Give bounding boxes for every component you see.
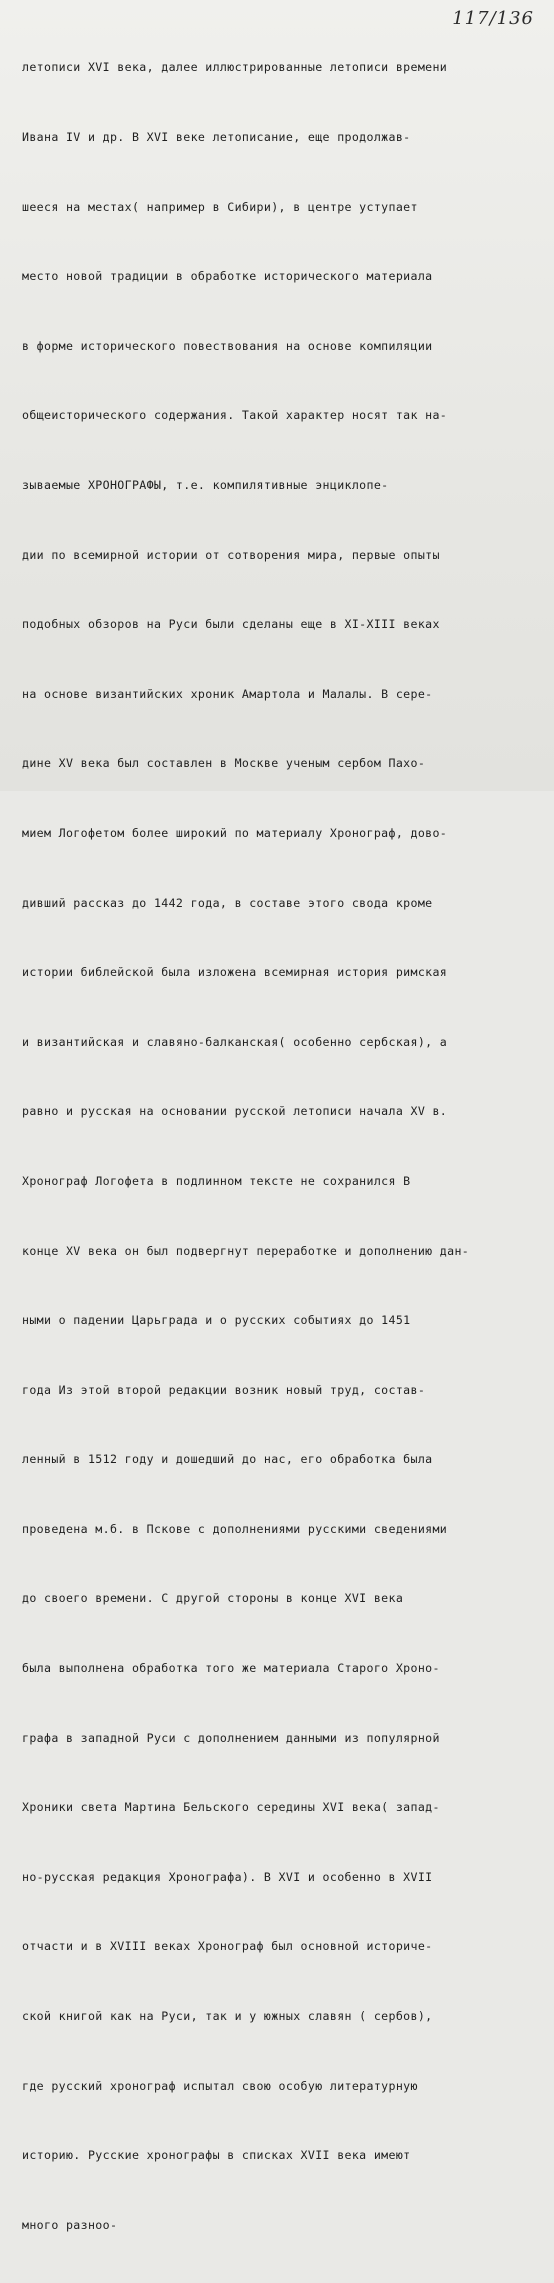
text-line-31: историю. Русские хронографы в списках XVII века имеют xyxy=(22,2148,411,2163)
text-line-19: ными о падении Царьграда и о русских событиях до 1451 xyxy=(22,1313,411,1328)
text-line-15: и византийская и славяно-балканская( особенно сербская), а xyxy=(22,1034,448,1049)
text-line-30: где русский хронограф испытал свою особую литературную xyxy=(22,2078,418,2093)
text-line-5: в форме исторического повествования на основе компиляции xyxy=(22,338,433,353)
text-line-12: мием Логофетом более широкий по материалу Хронограф, дово- xyxy=(22,825,448,840)
text-line-9: подобных обзоров на Руси были сделаны еще в XI-XIII веках xyxy=(22,617,440,632)
text-line-20: года Из этой второй редакции возник новый труд, состав- xyxy=(22,1382,426,1397)
text-line-8: дии по всемирной истории от сотворения мира, первые опыты xyxy=(22,547,440,562)
text-line-27: но-русская редакция Хронографа). В XVI и особенно в XVII xyxy=(22,1869,433,1884)
text-line-7: зываемые ХРОНОГРАФЫ, т.е. компилятивные энциклопе- xyxy=(22,477,389,492)
text-line-14: истории библейской была изложена всемирная история римская xyxy=(22,965,448,980)
text-line-26: Хроники света Мартина Бельского середины XVI века( запад- xyxy=(22,1800,440,1815)
text-line-24: была выполнена обработка того же материала Старого Хроно- xyxy=(22,1661,440,1676)
text-line-25: графа в западной Руси с дополнением данными из популярной xyxy=(22,1730,440,1745)
text-line-6: общеисторического содержания. Такой характер носят так на- xyxy=(22,408,448,423)
text-line-28: отчасти и в XVIII веках Хронограф был основной историче- xyxy=(22,1939,433,1954)
text-line-4: место новой традиции в обработке исторического материала xyxy=(22,269,433,284)
text-line-32: много разноо- xyxy=(22,2217,118,2232)
text-line-13: дивший рассказ до 1442 года, в составе этого свода кроме xyxy=(22,895,433,910)
text-line-1: летописи XVI века, далее иллюстрированные летописи времени xyxy=(22,60,448,75)
text-line-2: Ивана IV и др. В XVI веке летописание, еще продолжав- xyxy=(22,130,411,144)
text-line-23: до своего времени. С другой стороны в конце XVI века xyxy=(22,1591,404,1606)
typed-text-body xyxy=(22,10,552,2283)
text-line-11: дине XV века был составлен в Москве ученым сербом Пахо- xyxy=(22,756,426,771)
text-line-17: Хронограф Логофета в подлинном тексте не сохранился В xyxy=(22,1173,411,1188)
text-line-29: ской книгой как на Руси, так и у южных славян ( сербов), xyxy=(22,2009,433,2024)
text-line-3: шееся на местах( например в Сибири), в центре уступает xyxy=(22,199,418,214)
text-line-18: конце XV века он был подвергнут переработке и дополнению дан- xyxy=(22,1243,470,1258)
text-line-10: на основе византийских хроник Амартола и Малалы. В сере- xyxy=(22,686,433,701)
page-number: 117/136 xyxy=(452,8,534,29)
text-line-21: ленный в 1512 году и дошедший до нас, его обработка была xyxy=(22,1452,433,1467)
text-line-22: проведена м.б. в Пскове с дополнениями русскими сведениями xyxy=(22,1521,448,1536)
text-line-16: равно и русская на основании русской летописи начала XV в. xyxy=(22,1104,448,1119)
